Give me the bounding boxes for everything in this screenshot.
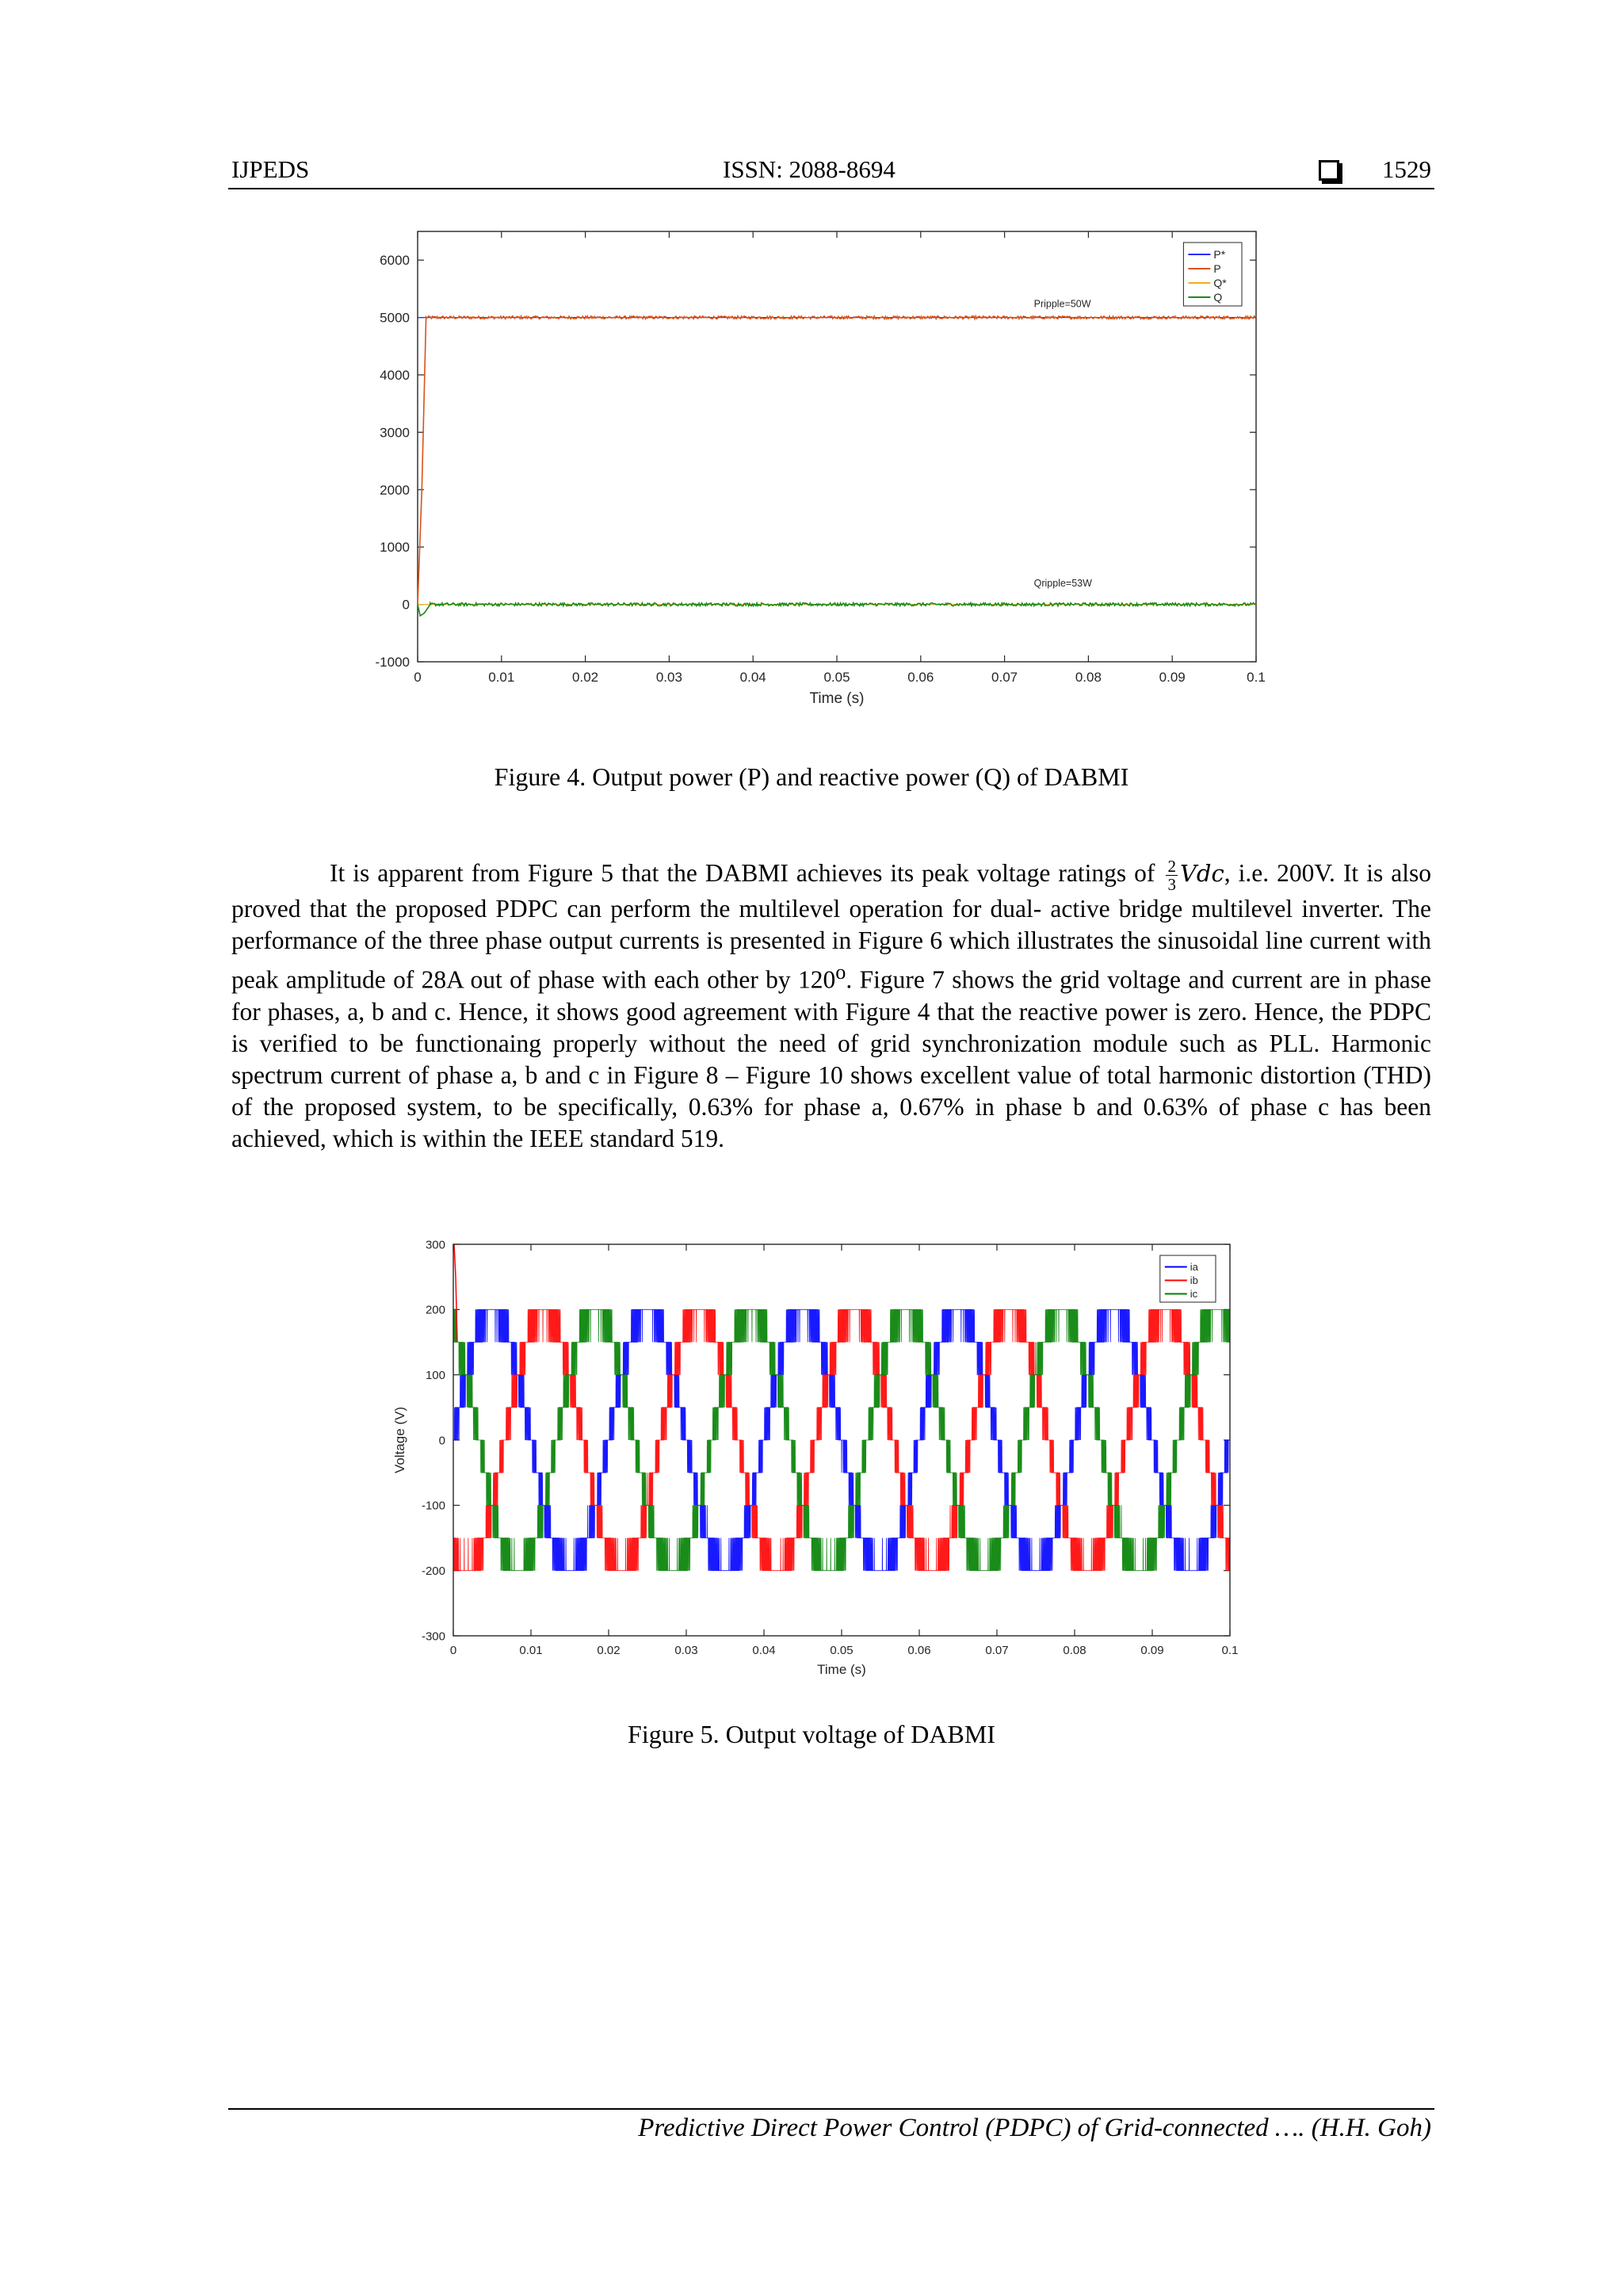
running-footer: Predictive Direct Power Control (PDPC) of Grid-connected …. (H.H. Goh): [638, 2114, 1431, 2142]
y-tick-label: -200: [421, 1564, 445, 1578]
x-tick-label: 0.1: [1221, 1644, 1239, 1657]
legend-label: Q*: [1213, 277, 1227, 290]
figure-4-caption: Figure 4. Output power (P) and reactive power (Q) of DABMI: [494, 762, 1129, 791]
paragraph-text-2: , i.e. 200V. It is also proved that the proposed PDPC can perform the multilevel operation for dual- active bridge multilevel inverter. The performance of the three phase output currents is presented in Figure 6 which illustrates the sinusoidal line current with peak amplitude of 28A out of phase with each other by 120: [231, 859, 1431, 994]
y-tick-label: 4000: [380, 367, 410, 383]
fraction-numerator: 2: [1167, 857, 1176, 877]
figure-5-chart: [384, 1232, 1272, 1708]
x-tick-label: 0.06: [907, 670, 934, 685]
plot-frame: [418, 231, 1256, 662]
y-tick-label: 0: [438, 1434, 445, 1448]
x-tick-label: 0.05: [823, 670, 850, 685]
figure-5-caption: Figure 5. Output voltage of DABMI: [628, 1720, 995, 1748]
x-tick-label: 0.04: [752, 1644, 776, 1657]
figure-4-chart: [349, 218, 1300, 725]
ripple-annotation: Pripple=50W: [1033, 298, 1091, 310]
header-rule: [228, 188, 1434, 189]
x-tick-label: 0: [414, 670, 422, 685]
y-tick-label: 0: [402, 597, 410, 613]
axes: [376, 231, 1266, 707]
x-tick-label: 0.07: [991, 670, 1018, 685]
legend-box: [1160, 1255, 1216, 1302]
legend-label: P*: [1213, 248, 1226, 262]
x-tick-label: 0: [449, 1644, 457, 1657]
axes: [392, 1238, 1238, 1677]
journal-name: IJPEDS: [231, 155, 310, 183]
y-tick-label: -1000: [375, 654, 410, 670]
footer-rule: [228, 2108, 1434, 2110]
legend-label: ib: [1190, 1274, 1198, 1287]
fraction-denominator: 3: [1167, 875, 1176, 895]
legend-label: Q: [1213, 291, 1223, 304]
y-tick-label: -300: [421, 1629, 445, 1644]
x-tick-label: 0.04: [739, 670, 766, 685]
square-bullet-icon: [1319, 160, 1339, 181]
y-tick-label: -100: [421, 1499, 445, 1513]
y-tick-label: 1000: [380, 540, 410, 556]
x-tick-label: 0.08: [1075, 670, 1102, 685]
x-tick-label: 0.06: [907, 1644, 931, 1657]
x-tick-label: 0.03: [674, 1644, 698, 1657]
math-variable-vdc: Vdc: [1179, 860, 1224, 887]
x-tick-label: 0.09: [1159, 670, 1186, 685]
series-line-ia: [453, 1309, 1230, 1570]
y-tick-label: 200: [425, 1303, 445, 1317]
ripple-annotation: Qripple=53W: [1033, 578, 1092, 590]
body-paragraph: [231, 858, 1431, 1155]
legend-label: P: [1213, 262, 1221, 276]
page-header: [231, 155, 1431, 190]
x-tick-label: 0.08: [1063, 1644, 1086, 1657]
x-tick-label: 0.03: [655, 670, 682, 685]
y-tick-label: 300: [425, 1238, 445, 1252]
y-tick-label: 3000: [380, 425, 410, 441]
legend: [1160, 1255, 1216, 1302]
degree-superscript: o: [835, 961, 846, 984]
legend-label: ia: [1190, 1261, 1198, 1274]
x-tick-label: 0.05: [830, 1644, 854, 1657]
x-tick-label: 0.01: [488, 670, 515, 685]
x-axis-label: Time (s): [817, 1662, 866, 1677]
x-tick-label: 0.1: [1247, 670, 1266, 685]
y-tick-label: 6000: [380, 253, 410, 269]
y-tick-label: 5000: [380, 310, 410, 326]
x-tick-label: 0.02: [572, 670, 599, 685]
y-tick-label: 100: [425, 1368, 445, 1382]
legend-label: ic: [1190, 1288, 1198, 1301]
x-axis-label: Time (s): [809, 690, 865, 707]
y-axis-label: Voltage (V): [392, 1406, 407, 1474]
x-tick-label: 0.02: [597, 1644, 621, 1657]
legend: [1183, 243, 1242, 306]
paragraph-text-3: . Figure 7 shows the grid voltage and current are in phase for phases, a, b and c. Hence, it shows good agreement with Figure 4 that the reactive power is zero. Hence, the PDPC is verified to be functionaing properly without the need of grid synchronization module such as PLL. Harmonic spectrum current of phase a, b and c in Figure 8 – Figure 10 shows excellent value of total harmonic distortion (THD) of the proposed system, to be specifically, 0.63% for phase a, 0.67% in phase b and 0.63% of phase c has been achieved, which is within the IEEE standard 519.: [231, 965, 1432, 1152]
page-number: 1529: [1382, 155, 1431, 183]
x-tick-label: 0.07: [985, 1644, 1009, 1657]
series-line-P: [418, 316, 1256, 605]
fraction-two-thirds: [1166, 858, 1178, 893]
issn: ISSN: 2088-8694: [723, 155, 896, 183]
y-tick-label: 2000: [380, 482, 410, 498]
x-tick-label: 0.01: [519, 1644, 543, 1657]
x-tick-label: 0.09: [1140, 1644, 1164, 1657]
paragraph-text-1: It is apparent from Figure 5 that the DABMI achieves its peak voltage ratings of: [330, 859, 1163, 887]
